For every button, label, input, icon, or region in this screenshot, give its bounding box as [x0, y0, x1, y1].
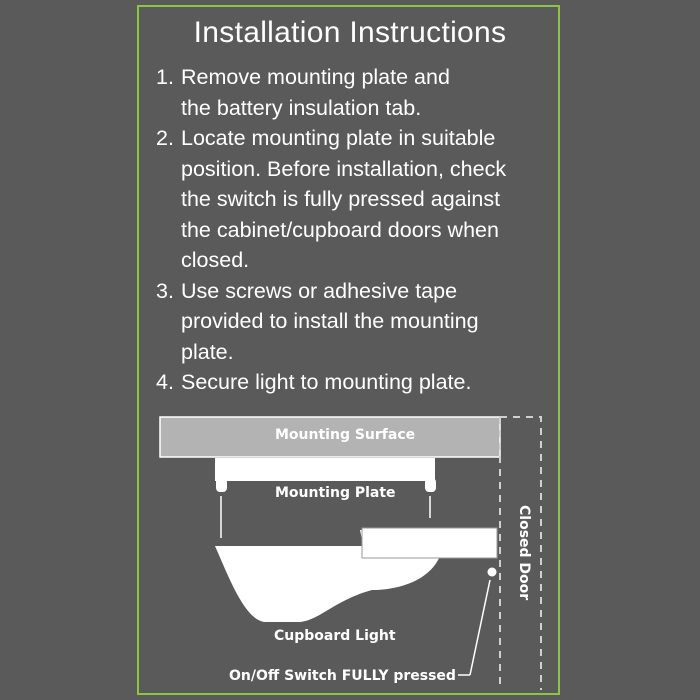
step-text-line: Locate mounting plate in suitable — [181, 126, 496, 150]
mounting-plate-peg — [216, 478, 227, 492]
switch-note-label: On/Off Switch FULLY pressed — [229, 668, 456, 684]
step-text-line: the battery insulation tab. — [181, 95, 422, 120]
switch-leader-line — [470, 580, 490, 675]
closed-door-label: Closed Door — [516, 505, 532, 601]
step-text-line: Remove mounting plate and — [181, 65, 450, 89]
step-text-line: Secure light to mounting plate. — [181, 370, 472, 394]
step-text-line: Use screws or adhesive tape — [181, 278, 458, 303]
step-number: 4. — [156, 370, 174, 394]
step-text-line: the cabinet/cupboard doors when — [181, 217, 499, 242]
mounting-plate — [215, 458, 435, 481]
step-number: 1. — [156, 65, 174, 89]
mounting-plate-peg — [425, 478, 436, 492]
step-text-line: plate. — [181, 339, 234, 364]
cupboard-light-body — [215, 546, 372, 622]
switch-indicator — [488, 568, 497, 577]
step-text-line: the switch is fully pressed against — [181, 187, 501, 211]
step-number: 3. — [156, 278, 174, 303]
cupboard-light-label: Cupboard Light — [274, 628, 396, 644]
mounting-surface-label: Mounting Surface — [275, 427, 416, 443]
step-text-line: closed. — [181, 248, 250, 272]
step-text-line: provided to install the mounting — [181, 309, 479, 333]
step-number: 2. — [156, 126, 174, 150]
cupboard-light-housing — [362, 528, 497, 558]
mounting-plate-label: Mounting Plate — [275, 485, 396, 501]
step-text-line: position. Before installation, check — [181, 156, 507, 181]
page-title: Installation Instructions — [193, 16, 507, 49]
